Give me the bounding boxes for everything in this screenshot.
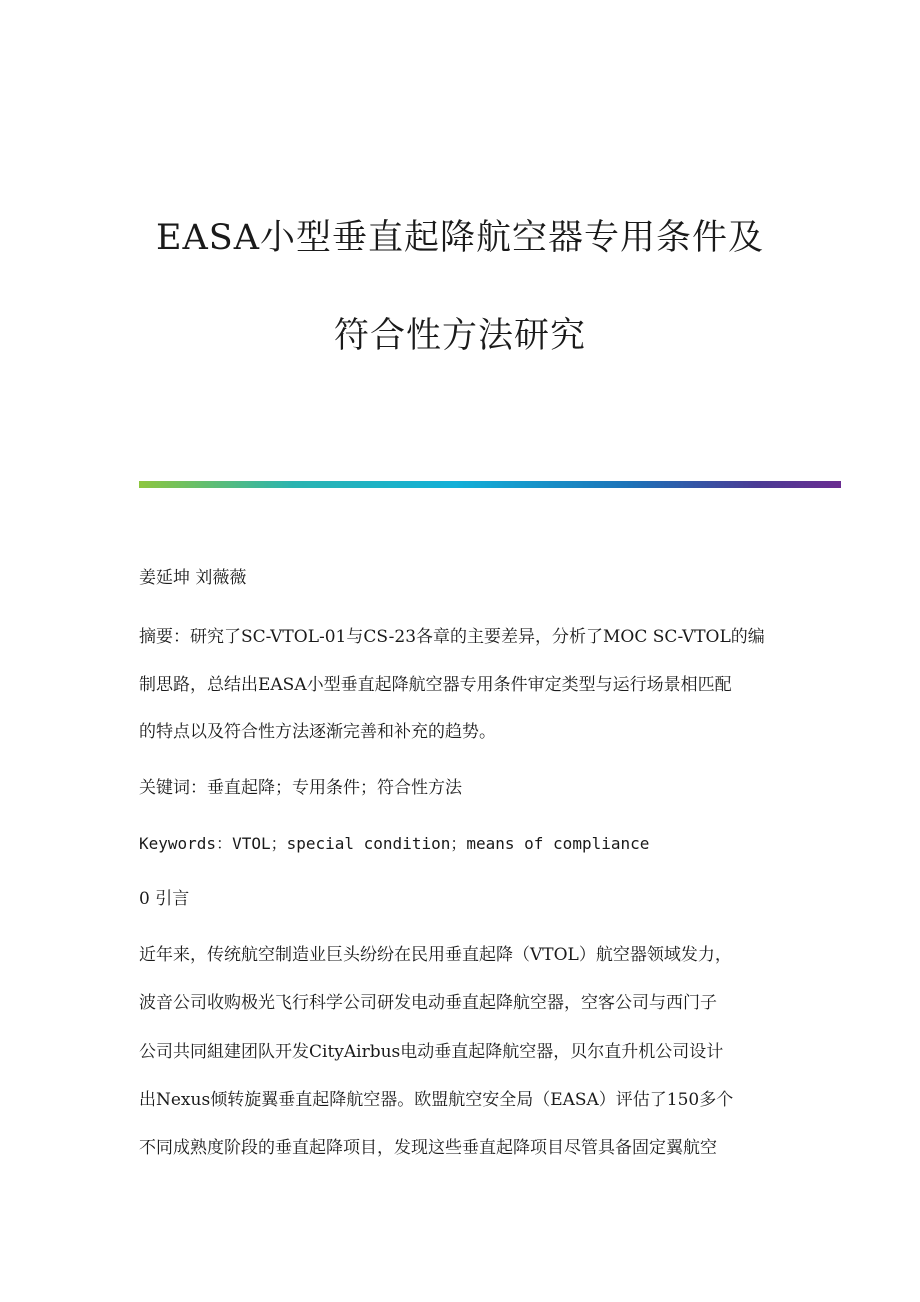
keywords-cn: 关键词：垂直起降；专用条件；符合性方法 bbox=[139, 778, 462, 798]
authors: 姜延坤 刘薇薇 bbox=[139, 568, 247, 588]
title-line-2: 符合性方法研究 bbox=[333, 316, 586, 356]
abstract-line-2: 制思路，总结出EASA小型垂直起降航空器专用条件审定类型与运行场景相匹配 bbox=[139, 675, 732, 695]
body-line-4: 出Nexus倾转旋翼垂直起降航空器。欧盟航空安全局（EASA）评估了150多个 bbox=[139, 1090, 734, 1110]
section-heading: 0 引言 bbox=[139, 889, 190, 909]
title-line-1: EASA小型垂直起降航空器专用条件及 bbox=[155, 218, 765, 258]
abstract-line-1: 摘要：研究了SC-VTOL-01与CS-23各章的主要差异，分析了MOC SC-VTOL的编 bbox=[139, 627, 765, 647]
body-line-3: 公司共同組建团队开发CityAirbus电动垂直起降航空器，贝尔直升机公司设计 bbox=[139, 1042, 724, 1062]
gradient-divider bbox=[139, 481, 841, 488]
body-line-5: 不同成熟度阶段的垂直起降项目，发现这些垂直起降项目尽管具备固定翼航空 bbox=[139, 1138, 717, 1158]
body-line-2: 波音公司收购极光飞行科学公司研发电动垂直起降航空器，空客公司与西门子 bbox=[139, 993, 717, 1013]
keywords-en: Keywords：VTOL；special condition；means of compliance bbox=[139, 834, 650, 853]
body-line-1: 近年来，传统航空制造业巨头纷纷在民用垂直起降（VTOL）航空器领域发力， bbox=[139, 945, 732, 965]
abstract-line-3: 的特点以及符合性方法逐渐完善和补充的趋势。 bbox=[139, 722, 496, 742]
